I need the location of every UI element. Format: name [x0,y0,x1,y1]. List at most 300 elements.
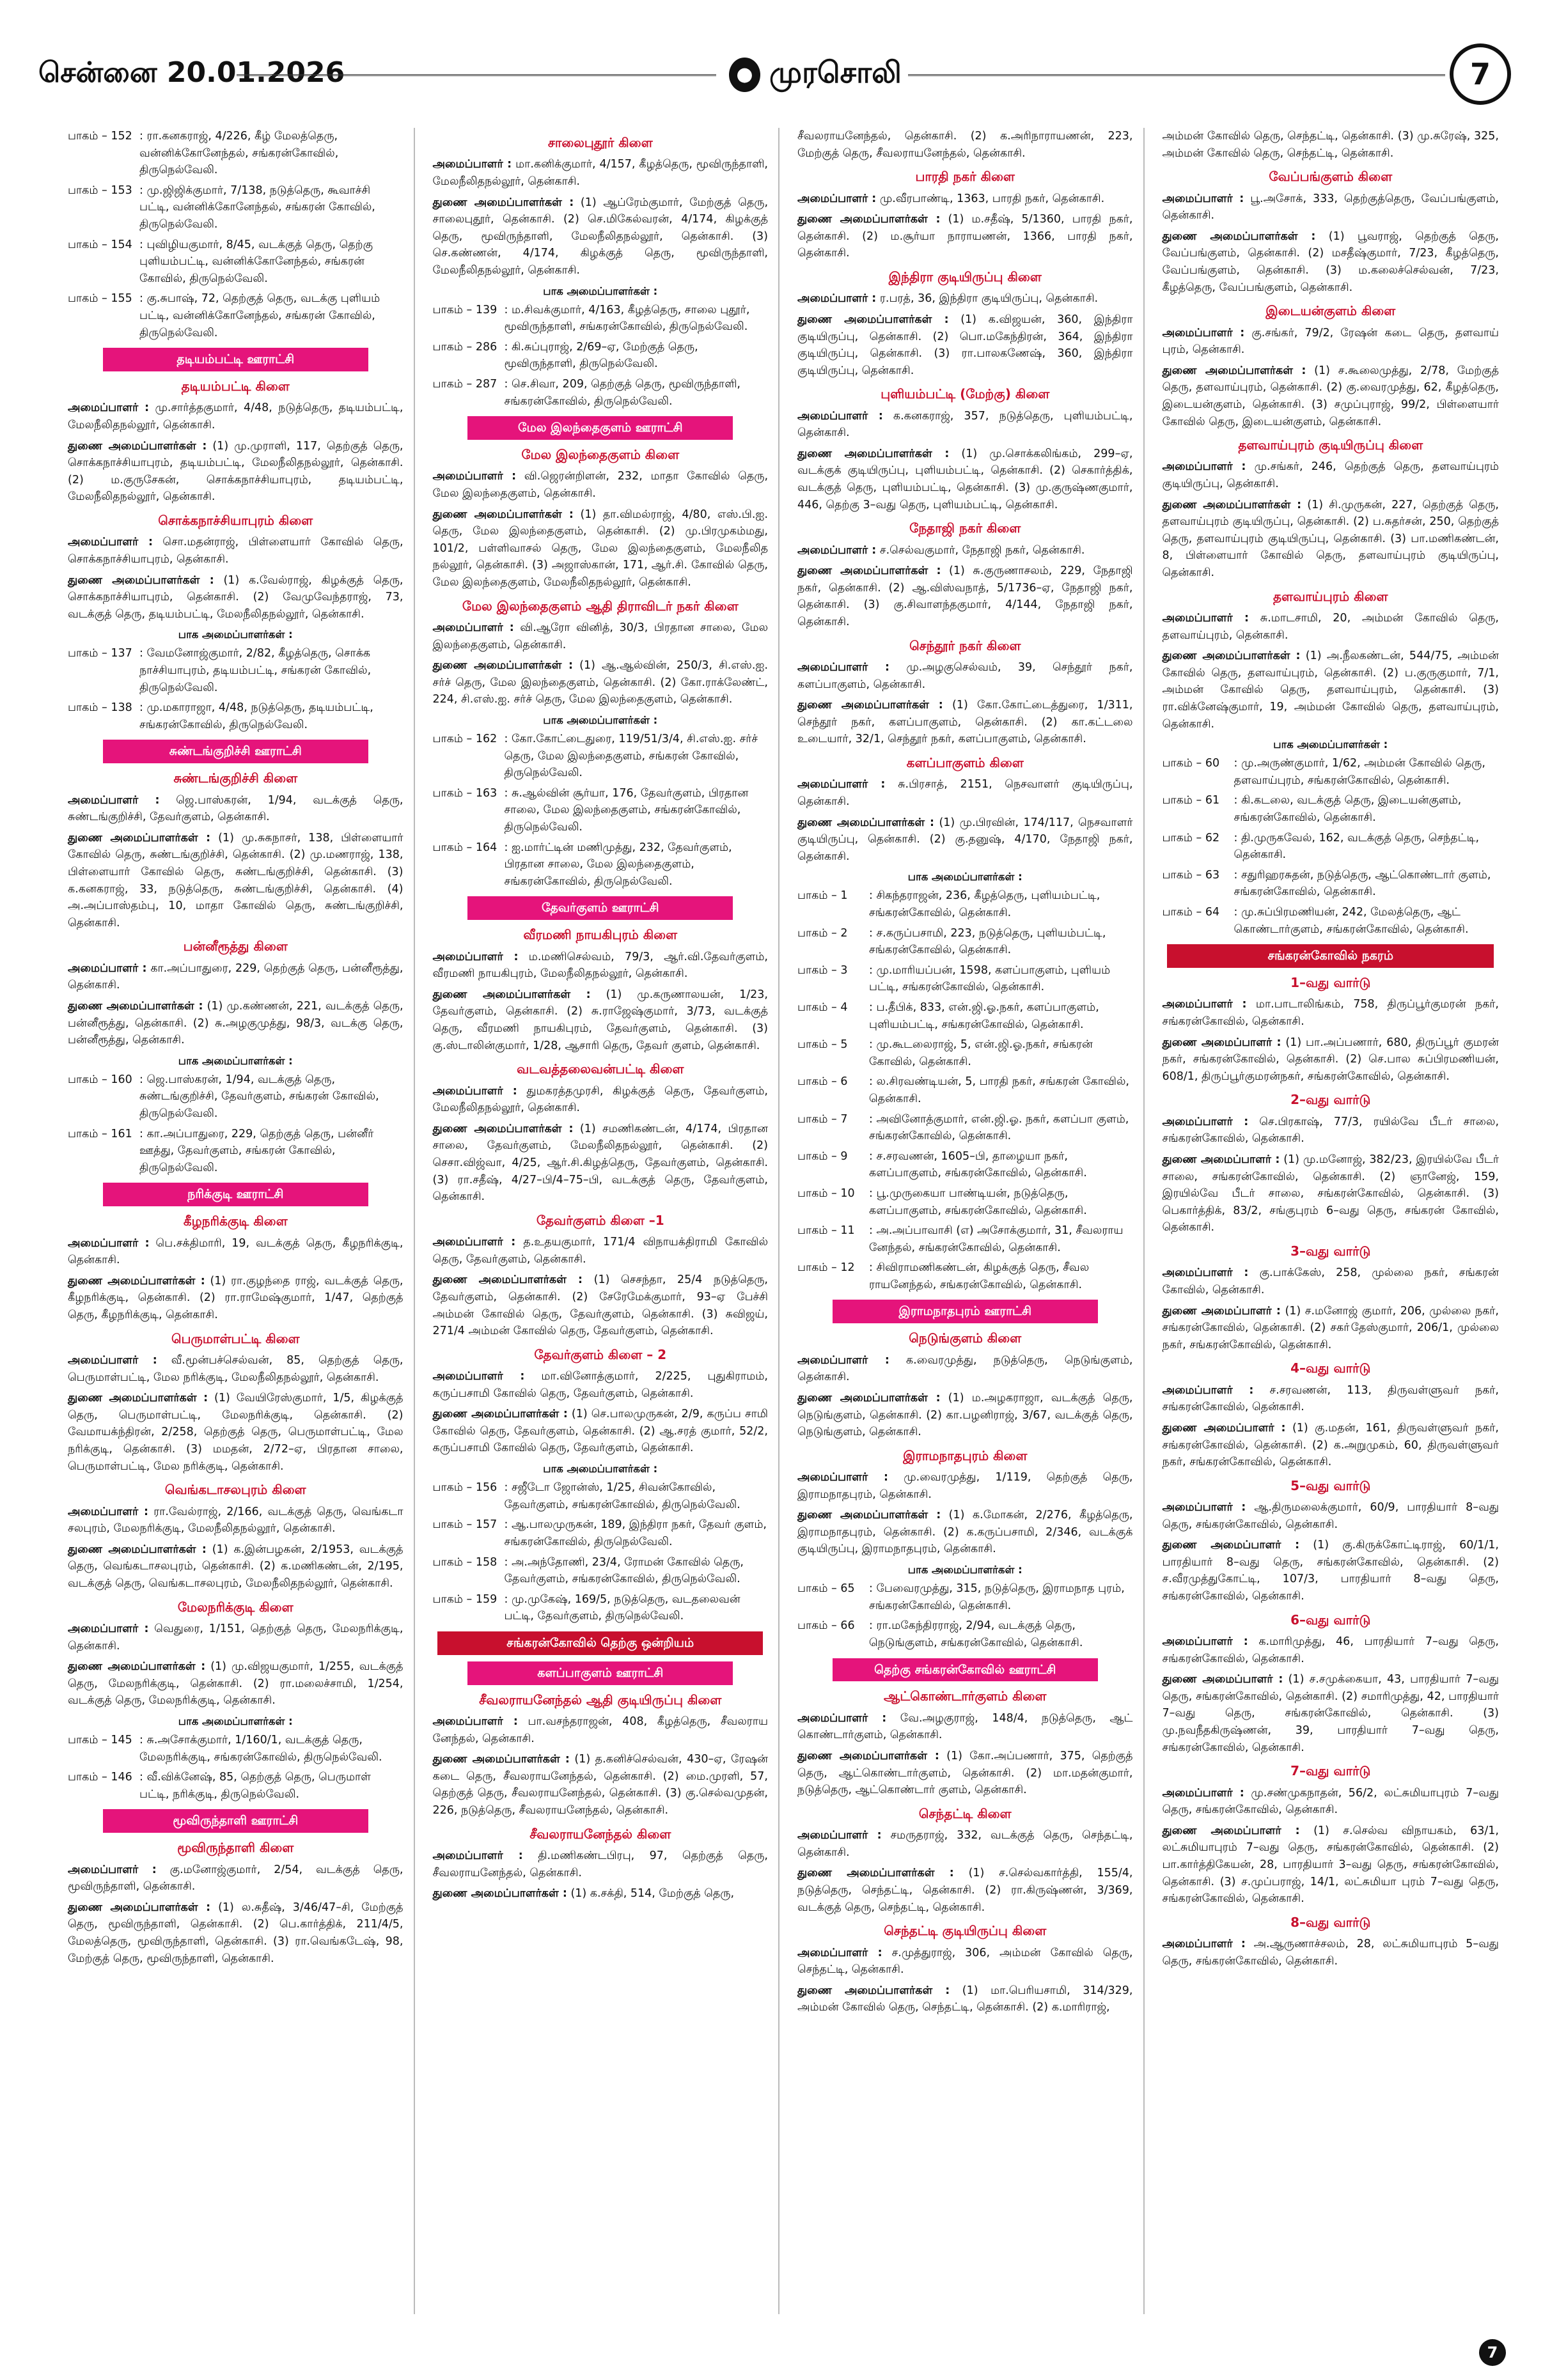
booth-entry [68,1071,403,1123]
role-label: அமைப்பாளர் : [1162,326,1245,339]
booth-number: பாகம் – 62 [1162,831,1220,844]
role-label: துணை அமைப்பாளர்கள் : [432,196,574,209]
branch-heading: தளவாய்புரம் குடியிருப்பு கிளை [1238,437,1423,453]
booth-number: பாகம் – 138 [68,701,132,715]
role-label: துணை அமைப்பாளர்கள் : [797,816,935,829]
role-label: அமைப்பாளர் : [797,192,877,205]
booth-agent: : அவினோத்குமார், என்.ஜி.ஓ. நகர், களப்பா குளம், சங்கரன்கோவில், தென்காசி. [869,1112,1129,1143]
entry-text: (1) அ.நீலகண்டன், 544/75, அம்மன் கோவில் தெரு, தளவாய்புரம், தென்காசி. (2) ப.குருகுமார், 7/1, அம்மன் கோவில் தெரு, தளவாய்புரம், தென்காசி. (3) ரா.விக்னேஷ்குமார், 19, அம்மன் கோவில் தெரு, தளவாய்புரம், தென்காசி. [1162,649,1499,731]
column-3 [794,128,1145,2314]
role-label: அமைப்பாளர் : [797,1471,888,1484]
entry-text: (1) மு.கருணாலயன், 1/23, தேவர்குளம், தென்காசி. (2) சு.ராஜேஷ்குமார், 3/73, வடக்குத் தெரு, வீரமணி நாயகிபுரம், தேவர்குளம், தென்காசி. (3) கு.ஸ்டாலின்குமார், 1/28, ஆசாரி தெரு, தேவர் குளம், தென்காசி. [432,988,768,1052]
appointment-entry [68,400,403,433]
appointment-entry [797,1469,1133,1503]
entry-text: மு.சார்த்தகுமார், 4/48, நடுத்தெரு, தடியம்பட்டி, மேலநீலிதநல்லூர், தென்காசி. [68,401,403,432]
column-1 [64,128,415,2314]
entry-text: (1) செ.பாலமுருகன், 2/9, கருப்ப சாமி கோவில் தெரு, தேவர்குளம், தென்காசி. (2) ஆ.சரத் குமார், 52/2, கருப்பசாமி கோவில் தெரு, தேவர்குளம், தென்காசி. [432,1408,768,1455]
booth-agent: : கி.சுப்புராஜ், 2/69–ஏ, மேற்குத் தெரு, மூவிருந்தாளி, திருநெல்வேலி. [504,340,698,371]
booth-agent: : மு.மகாராஜா, 4/48, நடுத்தெரு, தடியம்பட்டி, சங்கரன்கோவில், திருநெல்வேலி. [139,701,373,731]
appointment-entry [68,1235,403,1269]
booth-agent: : அ.அப்பாவாசி (எ) அசோக்குமார், 31, சீவலராய னேந்தல், சங்கரன்கோவில், தென்காசி. [869,1224,1124,1254]
appointment-entry [797,1945,1133,1979]
booth-number: பாகம் – 158 [432,1555,497,1569]
booth-number: பாகம் – 12 [797,1261,855,1275]
appointment-entry [68,792,403,826]
booth-number: பாகம் – 1 [797,889,848,903]
appointment-entry [797,1748,1133,1799]
booth-agent: : பேவைரமுத்து, 315, நடுத்தெரு, இராமநாத புரம், சங்கரன்கோவில், தென்காசி. [869,1582,1125,1612]
role-label: துணை அமைப்பாளர்கள் : [432,988,591,1001]
booth-agent: : மு.கூடலைராஜ், 5, என்.ஜி.ஓ.நகர், சங்கரன் கோவில், தென்காசி. [869,1038,1093,1068]
booth-agent: : ரா.மகேந்திரராஜ், 2/94, வடக்குத் தெரு, நெடுங்குளம், சங்கரன்கோவில், தென்காசி. [869,1619,1083,1649]
section-banner: மூவிருந்தாளி ஊராட்சி [103,1809,368,1833]
entry-text: மா.வினோத்குமார், 2/225, புதுகிராமம், கருப்பசாமி கோவில் தெரு, தேவர்குளம், தென்காசி. [432,1370,768,1400]
entry-text: (1) மு.மனோஜ், 382/23, இரயில்வே பீடர் சாலை, சங்கரன்கோவில், தென்காசி. (2) ஞானேஜ், 159, இரயில்வே பீடர் சாலை, சங்கரன்கோவில், தென்காசி. (3) பெகார்த்திக், 83/2, சங்குபுரம் 6–வது தெரு, சங்கரன் கோவில், தென்காசி. [1162,1153,1499,1234]
booth-entry [433,731,769,782]
appointment-entry [797,1827,1133,1861]
role-label: அமைப்பாளர் : [797,543,877,557]
entry-text: (1) மு.விஜயகுமார், 1/255, வடக்குத் தெரு, மேலநரிக்குடி, தென்காசி. (2) ரா.மலைச்சாமி, 1/254, வடக்குத் தெரு, மேலநரிக்குடி, தென்காசி. [68,1660,403,1707]
booth-entry [797,887,1133,921]
branch-heading: சொக்கநாச்சியாபுரம் கிளை [158,512,313,528]
appointment-entry [68,998,403,1049]
dateline: சென்னை 20.01.2026 [38,56,345,89]
booth-agent: : கி.கடலை, வடக்குத் தெரு, இடையன்குளம், சங்கரன்கோவில், தென்காசி. [1234,794,1462,825]
entry-text: கு.மனோஜ்குமார், 2/54, வடக்குத் தெரு, மூவிருந்தாளி, தென்காசி. [68,1863,403,1894]
subheading: பாக அமைப்பாளர்கள் : [543,1463,658,1475]
appointment-entry [1163,458,1500,492]
booth-number: பாகம் – 162 [432,733,497,746]
entry-text: தி.மணிகண்டபிரபு, 97, தெற்குத் தெரு, சீவலராயனேந்தல், தென்காசி. [432,1849,768,1879]
subheading: பாக அமைப்பாளர்கள் : [907,1564,1022,1576]
booth-entry [68,182,403,233]
branch-heading: வடவத்தலைவன்பட்டி கிளை [517,1061,684,1077]
booth-entry [1163,904,1500,938]
section-banner: தடியம்பட்டி ஊராட்சி [103,348,368,371]
role-label: துணை அமைப்பாளர்கள் : [68,1543,207,1556]
booth-entry [1163,830,1500,864]
role-label: அமைப்பாளர் : [797,1946,882,1959]
branch-heading: பன்னீரூத்து கிளை [183,938,288,954]
booth-number: பாகம் – 286 [432,340,497,354]
entry-text: மா.கனிக்குமார், 4/157, கீழத்தெரு, மூவிருந்தாளி, மேலநீலிதநல்லூர், தென்காசி. [432,158,768,188]
booth-entry [68,699,403,733]
booth-agent: : மு.மாரியப்பன், 1598, களப்பாகுளம், புளியம் பட்டி, சங்கரன்கோவில், தென்காசி. [869,963,1111,994]
booth-agent: : சு.அசோக்குமார், 1/160/1, வடக்குத் தெரு, மேலநரிக்குடி, சங்கரன்கோவில், திருநெல்வேலி. [139,1733,382,1764]
role-label: அமைப்பாளர் : [1162,612,1249,625]
appointment-entry [68,1352,403,1386]
entry-text: வீ.மூன்பச்செல்வன், 85, தெற்குத் தெரு, பெருமாள்பட்டி, மேல நரிக்குடி, மேலநீலிதநல்லூர், தென்காசி. [68,1354,403,1384]
booth-agent: : மு.அருண்குமார், 1/62, அம்மன் கோவில் தெரு, தளவாய்புரம், சங்கரன்கோவில், தென்காசி. [1234,757,1485,787]
appointment-entry [1163,325,1500,359]
entry-text: மா.பாடாலிங்கம், 758, திருப்பூர்குமரன் நகர், சங்கரன்கோவில், தென்காசி. [1162,998,1499,1029]
booth-agent: : வேமனோஜ்குமார், 2/82, கீழத்தெரு, சொக்க நாச்சியாபுரம், தடியம்பட்டி, சங்கரன் கோவில், திருநெல்வேலி. [139,647,372,694]
entry-text: மு.சண்முகநாதன், 56/2, லட்சுமியாபுரம் 7–வது தெரு, சங்கரன்கோவில், தென்காசி. [1162,1786,1499,1817]
appointment-entry [1163,1633,1500,1667]
branch-heading: ஆட்கொண்டார்குளம் கிளை [884,1688,1047,1704]
entry-text: (1) சு.குருணாசலம், 229, நேதாஜி நகர், தென்காசி. (2) ஆ.விஸ்வநாத், 5/1736–ஏ, நேதாஜி நகர், தென்காசி. (3) கு.சிவாளந்தகுமார், 4/144, நேதாஜி நகர், தென்காசி. [797,564,1133,629]
appointment-entry [68,534,403,568]
booth-number: பாகம் – 287 [432,378,497,391]
role-label: அமைப்பாளர் : [432,158,512,171]
branch-heading: தேவர்குளம் கிளை – 2 [534,1346,667,1362]
section-banner: களப்பாகுளம் ஊராட்சி [467,1661,733,1685]
entry-text: (1) பா.அப்பணார், 680, திருப்பூர் குமரன் நகர், சங்கரன்கோவில், தென்காசி. (2) செ.பால சுப்பிரமணியன், 608/1, திருப்பூர்குமரன்நகர், சங்கரன்கோவில், தென்காசி. [1162,1036,1499,1083]
booth-agent: : செ.சிவா, 209, தெற்குத் தெரு, மூவிருந்தாளி, சங்கரன்கோவில், திருநெல்வேலி. [504,378,740,408]
role-label: துணை அமைப்பாளர்கள் : [1162,649,1301,663]
section-banner: தெற்கு சங்கரன்கோவில் ஊராட்சி [833,1658,1098,1682]
booth-number: பாகம் – 5 [797,1038,848,1052]
appointment-entry [1163,1499,1500,1533]
appointment-entry [1163,497,1500,582]
role-label: துணை அமைப்பாளர்கள் : [68,1274,205,1287]
booth-number: பாகம் – 160 [68,1073,132,1086]
role-label: துணை அமைப்பாளர்கள் : [797,447,950,460]
appointment-entry [1163,1537,1500,1605]
role-label: துணை அமைப்பாளர்கள் : [68,999,203,1013]
booth-entry [797,1036,1133,1070]
entry-text: மு.வீரபாண்டி, 1363, பாரதி நகர், தென்காசி. [876,192,1105,205]
booth-agent: : கா.அப்பாதுரை, 229, தெற்குத் தெரு, பன்னீர் ஊத்து, தேவர்குளம், சங்கரன் கோவில், திருநெல்வேலி. [139,1127,374,1174]
entry-text: சொ.மதன்ராஜ், பிள்ளையார் கோவில் தெரு, சொக்கநாச்சியாபுரம், தென்காசி. [68,536,403,566]
entry-text: (1) த.கனிச்செல்வன், 430–ஏ, ரேஷன் கடை தெரு, சீவலராயனேந்தல், தென்காசி. (2) மை.முரளி, 57, தெற்குத் தெரு, சீவலராயனேந்தல், தென்காசி. (3) கு.செல்வமுதன், 226, நடுத்தெரு, சீவலராயனேந்தல், தென்காசி. [432,1753,768,1817]
masthead-rule-left [237,74,716,76]
appointment-entry [433,506,769,591]
role-label: அமைப்பாளர் : [432,1715,518,1729]
booth-entry [433,785,769,836]
newspaper-title [723,55,908,94]
booth-entry [797,1617,1133,1651]
appointment-entry [1163,1114,1500,1147]
appointment-entry [797,128,1133,162]
branch-heading: சீவலராயனேந்தல் ஆதி குடியிருப்பு கிளை [479,1692,722,1707]
role-label: துணை அமைப்பாளர்கள் : [797,699,943,712]
appointment-entry [1163,191,1500,224]
role-label: துணை அமைப்பாளர்கள் : [797,213,941,226]
entry-text: ச.சரவணன், 113, திருவள்ளுவர் நகர், சங்கரன்கோவில், தென்காசி. [1162,1383,1499,1414]
section-banner: இராமநாதபுரம் ஊராட்சி [833,1300,1098,1323]
role-label: துணை அமைப்பாளர் : [1162,1304,1281,1318]
appointment-entry [1163,1420,1500,1471]
role-label: அமைப்பாளர் : [68,401,150,415]
appointment-entry [797,1352,1133,1386]
booth-number: பாகம் – 6 [797,1075,848,1089]
entry-text: (1) மு.முராளி, 117, தெற்குத் தெரு, சொக்கநாச்சியாபுரம், தடியம்பட்டி, மேலநீலிதநல்லூர், தென்காசி. (2) ம.குருசேகன், சொக்கநாச்சியாபுரம், தடியம்பட்டி, மேலநீலிதநல்லூர், தென்காசி. [68,439,403,504]
entry-text: அம்மன் கோவில் தெரு, செந்தட்டி, தென்காசி. (3) மு.சுரேஷ், 325, அம்மன் கோவில் தெரு, செந்தட்டி, தென்காசி. [1162,130,1499,160]
subheading: பாக அமைப்பாளர்கள் : [1273,738,1388,751]
role-label: அமைப்பாளர் : [1162,1115,1249,1128]
entry-text: வி.ஜெரன்றிளன், 232, மாதா கோவில் தெரு, மேல இலந்தைகுளம், தென்காசி. [432,470,769,501]
appointment-entry [1163,1303,1500,1354]
booth-number: பாகம் – 146 [68,1771,132,1784]
appointment-entry [797,542,1133,559]
booth-agent: : சஜீடோ ஜோன்ஸ், 1/25, சிவன்கோவில், தேவர்குளம், சங்கரன்கோவில், திருநெல்வேலி. [504,1481,740,1511]
entry-text: (1) கோ.கோட்டைத்துரை, 1/311, செந்தூர் நகர், களப்பாகுளம், தென்காசி. (2) கா.கட்டலை உடையார், 32/1, செந்தூர் நகர், களப்பாகுளம், தென்காசி. [797,699,1133,746]
section-banner: நரிக்குடி ஊராட்சி [103,1183,368,1206]
role-label: அமைப்பாளர் : [68,961,147,975]
booth-agent: : கோ.கோட்டைதுரை, 119/51/3/4, சி.எஸ்.ஐ. சர்ச் தெரு, மேல இலந்தைகுளம், சங்கரன் கோவில், திருநெல்வேலி. [504,733,758,780]
appointment-entry [797,408,1133,442]
role-label: அமைப்பாளர் : [68,1863,157,1876]
booth-number: பாகம் – 157 [432,1518,497,1532]
appointment-entry [68,830,403,932]
entry-text: (1) மு.சொக்கலிங்கம், 299–ஏ, வடக்குக் குடியிருப்பு, புளியம்பட்டி, தென்காசி. (2) செகார்த்திக், வடக்குத் தெரு, புளியம்பட்டி, தென்காசி. (3) மு.குருஷ்ணகுமார், 446, தெற்கு 3–வது தெரு, புளியம்பட்டி, தென்காசி. [797,447,1133,511]
appointment-entry [433,1368,769,1402]
role-label: துணை அமைப்பாளர்கள் : [797,313,949,326]
entry-text: (1) ச.செல்வகார்த்தி, 155/4, நடுத்தெரு, செந்தட்டி, தென்காசி. (2) ரா.கிருஷ்ணன், 3/369, வடக்குத் தெரு, செந்தட்டி, தென்காசி. [797,1867,1133,1914]
booth-agent: : ரா.கனகராஜ், 4/226, கீழ் மேலத்தெரு, வன்னிக்கோனேந்தல், சங்கரன்கோவில், திருநெல்வேலி. [139,130,339,177]
masthead [26,38,1517,109]
entry-text: (1) க.வேல்ராஜ், கிழக்குத் தெரு, சொக்கநாச்சியாபுரம், தென்காசி. (2) வேமுவேந்தராஜ், 73, வடக்குத் தெரு, தடியம்பட்டி, மேலநீலிதநல்லூர், தென்காசி. [68,573,403,621]
appointment-entry [68,1541,403,1592]
entry-text: ஜெ.பாஸ்கரன், 1/94, வடக்குத் தெரு, சுண்டங்குறிச்சி, தேவர்குளம், தென்காசி. [68,793,403,824]
appointment-entry [797,1507,1133,1558]
booth-number: பாகம் – 60 [1162,757,1220,770]
branch-heading: களப்பாகுளம் கிளை [906,754,1024,770]
branch-heading: 1–வது வார்டு [1290,975,1371,991]
booth-entry [68,1769,403,1803]
appointment-entry [433,156,769,190]
branch-heading: வேப்பங்குளம் கிளை [1269,169,1393,185]
role-label: அமைப்பாளர் : [1162,460,1246,474]
branch-heading: சுண்டங்குறிச்சி கிளை [173,770,298,786]
role-label: அமைப்பாளர் : [68,1622,149,1635]
booth-entry [1163,792,1500,826]
booth-entry [1163,867,1500,901]
booth-entry [68,290,403,341]
appointment-entry [1163,1382,1500,1416]
entry-text: க.வைரமுத்து, நடுத்தெரு, நெடுங்குளம், தென்காசி. [797,1353,1133,1384]
appointment-entry [68,1862,403,1895]
footer-page-number: 7 [1479,2339,1506,2366]
booth-agent: : சிகந்தராஜன், 236, கீழத்தெரு, புளியம்பட்டி, சங்கரன்கோவில், தென்காசி. [869,889,1100,920]
branch-heading: பெருமாள்பட்டி கிளை [171,1330,300,1346]
booth-entry [433,1591,769,1625]
masthead-rule-right [908,74,1445,76]
role-label: அமைப்பாளர் : [68,1236,150,1250]
branch-heading: 5–வது வார்டு [1290,1477,1371,1493]
branch-heading: 6–வது வார்டு [1290,1612,1371,1628]
role-label: அமைப்பாளர் : [1162,1383,1254,1397]
booth-entry [797,925,1133,959]
appointment-entry [68,1621,403,1654]
booth-number: பாகம் – 145 [68,1733,132,1746]
role-label: அமைப்பாளர் : [432,1084,517,1098]
role-label: அமைப்பாளர் : [432,470,517,483]
role-label: துணை அமைப்பாளர்கள் : [432,1273,583,1287]
role-label: அமைப்பாளர் : [1162,1501,1246,1514]
role-label: அமைப்பாளர் : [432,1849,523,1862]
booth-entry [797,1073,1133,1107]
booth-agent: : சிவிராமணிகண்டன், கிழக்குத் தெரு, சீவல ராயனேந்தல், சங்கரன்கோவில், தென்காசி. [869,1261,1090,1291]
booth-entry [433,376,769,410]
branch-heading: மேலநரிக்குடி கிளை [177,1599,294,1615]
booth-entry [433,302,769,336]
booth-entry [68,1732,403,1766]
entry-text: ச.செல்வகுமார், நேதாஜி நகர், தென்காசி. [876,543,1085,557]
booth-entry [68,1126,403,1177]
entry-text: சு.பிரசாத், 2151, நெசவாளர் குடியிருப்பு, தென்காசி. [797,778,1133,808]
branch-heading: 4–வது வார்டு [1290,1360,1371,1376]
role-label: துணை அமைப்பாளர் : [1162,1539,1300,1552]
role-label: துணை அமைப்பாளர்கள் : [68,1660,206,1674]
appointment-entry [797,446,1133,513]
entry-text: மு.வைரமுத்து, 1/119, தெற்குத் தெரு, இராமநாதபுரம், தென்காசி. [797,1471,1133,1501]
title-text: முரசொலி [769,55,902,89]
booth-entry [433,1554,769,1588]
entry-text: (1) ம.அழகராஜா, வடக்குத் தெரு, நெடுங்குளம், தென்காசி. (2) கா.பழனிராஜ், 3/67, வடக்குத் தெரு, நெடுங்குளம், தென்காசி. [797,1391,1133,1439]
appointment-entry [797,1982,1133,2016]
booth-agent: : ப.தீபிக், 833, என்.ஜி.ஓ.நகர், களப்பாகுளம், புளியம்பட்டி, சங்கரன்கோவில், தென்காசி. [869,1000,1099,1031]
branch-heading: சீவலராயனேந்தல் கிளை [529,1826,671,1842]
appointment-entry [68,438,403,506]
booth-number: பாகம் – 4 [797,1000,848,1014]
entry-text: (1) ல.சுதீஷ், 3/46/47–சி, மேற்குத் தெரு, மூவிருந்தாளி, தென்காசி. (2) பெ.கார்த்திக், 211/4/5, மேலத்தெரு, மூவிருந்தாளி, தென்காசி. (3) ரா.வெங்கடேஷ், 98, மேற்குத் தெரு, மூவிருந்தாளி, தென்காசி. [68,1901,403,1965]
booth-agent: : மு.சுப்பிரமணியன், 242, மேலத்தெரு, ஆட் கொண்டார்குளம், சங்கரன்கோவில், தென்காசி. [1234,906,1469,936]
appointment-entry [797,659,1133,693]
appointment-entry [433,1885,769,1902]
branch-heading: புளியம்பட்டி (மேற்கு) கிளை [881,386,1050,402]
role-label: துணை அமைப்பாளர்கள் : [432,508,574,521]
branch-heading: சாலைபுதூர் கிளை [547,135,653,150]
booth-number: பாகம் – 9 [797,1149,848,1163]
column-2 [429,128,780,2314]
branch-heading: இராமநாதபுரம் கிளை [903,1447,1028,1463]
role-label: துணை அமைப்பாளர்கள் : [1162,364,1306,377]
appointment-entry [1163,128,1500,162]
section-banner: தேவர்குளம் ஊராட்சி [467,896,733,920]
entry-text: கு.சங்கர், 79/2, ரேஷன் கடை தெரு, தளவாய் புரம், தென்காசி. [1162,326,1499,357]
entry-text: (1) கு.கிருக்கோட்டிராஜ், 60/1/1, பாரதியார் 8–வது தெரு, சங்கரன்கோவில், தென்காசி. (2) ச.வீரமுத்துகோட்டி, 107/3, பாரதியார் 8–வது தெரு, சங்கரன்கோவில், தென்காசி. [1162,1539,1499,1603]
branch-heading: 2–வது வார்டு [1290,1092,1371,1108]
appointment-entry [433,1406,769,1457]
booth-number: பாகம் – 155 [68,292,132,306]
booth-number: பாகம் – 159 [432,1592,497,1606]
entry-text: மு.சங்கர், 246, தெற்குத் தெரு, தளவாய்புரம் குடியிருப்பு, தென்காசி. [1162,460,1499,491]
booth-entry [797,962,1133,996]
role-label: துணை அமைப்பாளர்கள் : [432,1408,568,1421]
role-label: அமைப்பாளர் : [797,661,890,674]
booth-entry [797,1259,1133,1293]
booth-agent: : மு.ஜிஜிக்குமார், 7/138, நடுத்தெரு, கூவாச்சி பட்டி, வன்னிக்கோனேந்தல், சங்கரன் கோவில், திருநெல்வேலி. [139,183,375,231]
appointment-entry [797,697,1133,748]
role-label: துணை அமைப்பாளர்கள் : [432,1887,567,1901]
entry-text: த.உதயகுமார், 171/4 விநாயக்திராமி கோவில் தெரு, தேவர்குளம், தென்காசி. [432,1236,768,1266]
booth-agent: : பூ.முருகையா பாண்டியன், நடுத்தெரு, களப்பாகுளம், சங்கரன்கோவில், தென்காசி. [869,1186,1087,1217]
booth-number: பாகம் – 61 [1162,794,1220,807]
role-label: அமைப்பாளர் : [797,1353,889,1367]
booth-entry [68,237,403,288]
appointment-entry [68,1273,403,1324]
entry-text: ச.முத்துராஜ், 306, அம்மன் கோவில் தெரு, செந்தட்டி, தென்காசி. [797,1946,1133,1977]
booth-agent: : கு.சுபாஷ், 72, தெற்குத் தெரு, வடக்கு புளியம் பட்டி, வன்னிக்கோனேந்தல், சங்கரன் கோவில், திருநெல்வேலி. [139,292,380,339]
section-banner: சங்கரன்கோவில் நகரம் [1167,944,1494,968]
role-label: துணை அமைப்பாளர் : [1162,1153,1280,1167]
booth-agent: : ச.சரவணன், 1605–பி, தாழையா நகர், களப்பாகுளம், சங்கரன்கோவில், தென்காசி. [869,1149,1087,1180]
entry-text: சீவலராயனேந்தல், தென்காசி. (2) க.அரிநாராயணன், 223, மேற்குத் தெரு, சீவலராயனேந்தல், தென்காசி. [797,130,1133,160]
appointment-entry [1163,1671,1500,1756]
appointment-entry [433,619,769,653]
entry-text: (1) பூவராஜ், தெற்குத் தெரு, வேப்பங்குளம், தென்காசி. (2) மசதீஷ்குமார், 7/23, கீழத்தெரு, வேப்பங்குளம், தென்காசி. (3) ம.கலைச்செல்வன், 7/23, கீழத்தெரு, வேப்பங்குளம், தென்காசி. [1162,229,1499,294]
entry-text: (1) தா.விமல்ராஜ், 4/80, எஸ்.பி.ஐ. தெரு, மேல இலந்தைகுளம், தென்காசி. (2) மு.பிரமுகம்மது, 101/2, பள்ளிவாசல் தெரு, மேல இலந்தைகுளம், மேலநீலித நல்லூர், தென்காசி. (3) அஜாஸ்கான், 171, ஆர்.சி. கோவில் தெரு, மேல இலந்தைகுளம், மேலநீலிதநல்லூர், தென்காசி. [432,508,768,589]
entry-text: (1) ம.சதீஷ், 5/1360, பாரதி நகர், தென்காசி. (2) ம.சூர்யா நாராயணன், 1366, பாரதி நகர், தென்காசி. [797,213,1133,260]
entry-text: (1) மு.சுகநாசர், 138, பிள்ளையார் கோவில் தெரு, சுண்டங்குறிச்சி, தென்காசி. (2) மு.மணராஜ், 138, பிள்ளையார் கோவில் தெரு, சுண்டங்குறிச்சி, தென்காசி. (3) க.கனகராஜ், 33, நடுத்தெரு, சுண்டங்குறிச்சி, தென்காசி. (4) அ.அப்பாஸ்தம்பு, 10, மாதா கோவில் தெரு, சுண்டங்குறிச்சி, தென்காசி. [68,831,403,929]
elephant-emblem-icon: ● [729,58,760,92]
role-label: அமைப்பாளர் : [1162,1786,1244,1800]
entry-text: (1) க.மோகன், 2/276, கீழத்தெரு, இராமநாதபுரம், தென்காசி. (2) க.கருப்பசாமி, 2/346, வடக்குக் குடியிருப்பு, இராமநாதபுரம், தென்காசி. [797,1509,1133,1556]
branch-heading: பாரதி நகர் கிளை [915,169,1015,185]
booth-agent: : ஆ.பாலமுருகன், 189, இந்திரா நகர், தேவர் குளம், சங்கரன்கோவில், திருநெல்வேலி. [504,1518,767,1548]
subheading: பாக அமைப்பாளர்கள் : [543,713,658,726]
role-label: அமைப்பாளர் : [1162,192,1244,205]
booth-number: பாகம் – 2 [797,926,848,940]
appointment-entry [1163,1264,1500,1298]
entry-text: பா.வசந்தராஜன், 408, கீழத்தெரு, சீவலராய னேந்தல், தென்காசி. [432,1715,768,1745]
subheading: பாக அமைப்பாளர்கள் : [178,1715,293,1727]
booth-entry [797,1222,1133,1256]
branch-heading: நெடுங்குளம் கிளை [909,1330,1022,1346]
role-label: துணை அமைப்பாளர்கள் : [797,564,941,578]
role-label: துணை அமைப்பாளர்கள் : [68,573,214,587]
booth-number: பாகம் – 10 [797,1186,855,1200]
role-label: துணை அமைப்பாளர்கள் : [797,1391,941,1404]
booth-number: பாகம் – 3 [797,963,848,977]
appointment-entry [1163,1034,1500,1085]
branch-heading: தடியம்பட்டி கிளை [181,378,290,394]
branch-heading: தளவாய்புரம் கிளை [1273,588,1388,604]
appointment-entry [1163,1151,1500,1236]
role-label: அமைப்பாளர் : [797,292,877,306]
booth-agent: : ஜெ.பாஸ்கரன், 1/94, வடக்குத் தெரு, சுண்டங்குறிச்சி, தேவர்குளம், சங்கரன் கோவில், திருநெல்வேலி. [139,1073,379,1120]
role-label: துணை அமைப்பாளர்கள் : [68,1901,211,1914]
role-label: துணை அமைப்பாளர்கள் : [797,1509,941,1522]
role-label: துணை அமைப்பாளர்கள் : [432,1753,570,1766]
entry-text: (1) வேயிரேஸ்குமார், 1/5, கிழக்குத் தெரு, பெருமாள்பட்டி, மேலநரிக்குடி, தென்காசி. (2) வேமாயக்ந்திரன், 2/258, தெற்குத் தெரு, பெருமாள்பட்டி, மேல நரிக்குடி, தென்காசி. (3) மமதன், 2/72–ஏ, பிரதான சாலை, பெருமாள்பட்டி, மேல நரிக்குடி, தென்காசி. [68,1392,403,1473]
appointment-entry [797,191,1133,208]
booth-number: பாகம் – 152 [68,130,132,143]
booth-agent: : தி.முருகவேல், 162, வடக்குத் தெரு, செந்தட்டி, தென்காசி. [1234,831,1480,862]
appointment-entry [68,1504,403,1537]
appointment-entry [1163,1785,1500,1819]
appointment-entry [1163,996,1500,1030]
role-label: துணை அமைப்பாளர்கள் : [68,831,211,844]
entry-text: வெதுரை, 1/151, தெற்குத் தெரு, மேலநரிக்குடி, தென்காசி. [68,1622,403,1653]
entry-text: சு.மாடசாமி, 20, அம்மன் கோவில் தெரு, தளவாய்புரம், தென்காசி. [1162,612,1499,642]
entry-text: சமருதராஜ், 332, வடக்குத் தெரு, செந்தட்டி, தென்காசி. [797,1829,1133,1859]
booth-number: பாகம் – 154 [68,238,132,251]
booth-agent: : சதுரிஹரசுதன், நடுத்தெரு, ஆட்கொண்டார் குளம், சங்கரன்கோவில், தென்காசி. [1234,868,1491,899]
branch-heading: மேல இலந்தைகுளம் ஆதி திராவிடர் நகர் கிளை [462,598,739,614]
appointment-entry [433,1751,769,1819]
booth-entry [433,1479,769,1513]
branch-heading: தேவர்குளம் கிளை –1 [536,1212,664,1228]
branch-heading: இந்திரா குடியிருப்பு கிளை [888,268,1042,284]
booth-agent: : ஐ.மார்ட்டின் மணிமுத்து, 232, தேவர்குளம், பிரதான சாலை, மேல இலந்தைகுளம், சங்கரன்கோவில், திருநெல்வேலி. [504,841,732,888]
booth-entry [1163,755,1500,789]
role-label: துணை அமைப்பாளர்கள் : [432,659,574,673]
entry-text: மு.அழகுசெல்வம், 39, செந்தூர் நகர், களப்பாகுளம், தென்காசி. [797,661,1133,691]
appointment-entry [68,960,403,994]
role-label: அமைப்பாளர் : [797,1829,882,1842]
appointment-entry [433,657,769,708]
role-label: துணை அமைப்பாளர் : [1162,1036,1281,1049]
appointment-entry [797,1390,1133,1441]
role-label: அமைப்பாளர் : [1162,998,1247,1011]
role-label: அமைப்பாளர் : [432,1370,525,1383]
booth-number: பாகம் – 163 [432,786,497,800]
section-banner: சுண்டங்குறிச்சி ஊராட்சி [103,740,368,763]
role-label: அமைப்பாளர் : [797,1711,887,1725]
